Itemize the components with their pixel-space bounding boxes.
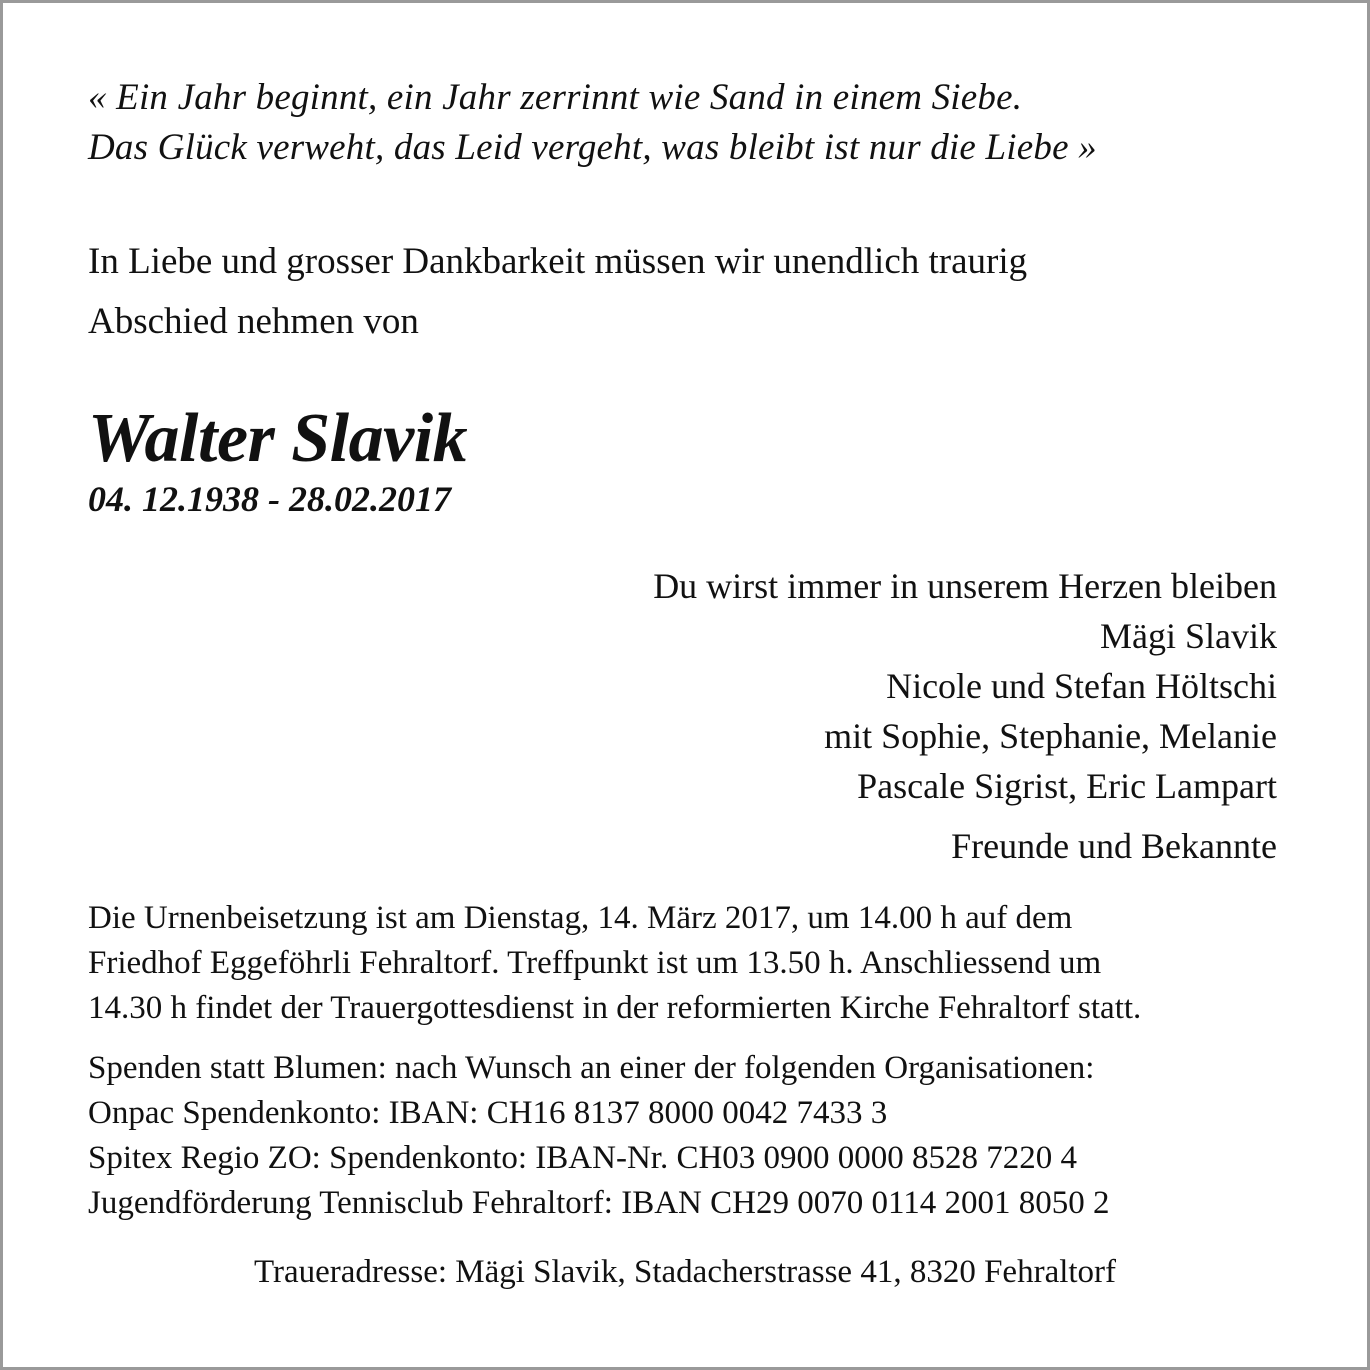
donation-line: Onpac Spendenkonto: IBAN: CH16 8137 8000 0042 7433 3	[88, 1095, 888, 1131]
mourner-line: Freunde und Bekannte	[951, 826, 1277, 866]
mourner-line: mit Sophie, Stephanie, Melanie	[824, 716, 1277, 756]
donation-line: Spitex Regio ZO: Spendenkonto: IBAN-Nr. CH03 0900 0000 8528 7220 4	[88, 1140, 1078, 1176]
donation-line: Jugendförderung Tennisclub Fehraltorf: IBAN CH29 0070 0114 2001 8050 2	[88, 1185, 1110, 1221]
life-dates: 04. 12.1938 - 28.02.2017	[88, 479, 451, 519]
quote-line-2: Das Glück verweht, das Leid vergeht, was bleibt ist nur die Liebe »	[88, 127, 1097, 168]
donation-line: Spenden statt Blumen: nach Wunsch an einer der folgenden Organisationen:	[88, 1050, 1095, 1086]
mourner-line: Mägi Slavik	[1100, 616, 1277, 656]
deceased-name: Walter Slavik	[88, 400, 468, 477]
intro-line-1: In Liebe und grosser Dankbarkeit müssen wir unendlich traurig	[88, 241, 1028, 282]
mourner-line: Nicole und Stefan Höltschi	[886, 666, 1277, 706]
ceremony-line: Die Urnenbeisetzung ist am Dienstag, 14. März 2017, um 14.00 h auf dem	[88, 900, 1073, 936]
mourning-address: Traueradresse: Mägi Slavik, Stadacherstrasse 41, 8320 Fehraltorf	[253, 1254, 1117, 1290]
ceremony-line: Friedhof Eggeföhrli Fehraltorf. Treffpunkt ist um 13.50 h. Anschliessend um	[88, 945, 1102, 981]
ceremony-line: 14.30 h findet der Trauergottesdienst in der reformierten Kirche Fehraltorf statt.	[88, 990, 1142, 1026]
mourner-line: Pascale Sigrist, Eric Lampart	[857, 766, 1277, 806]
intro-line-2: Abschied nehmen von	[88, 301, 419, 342]
quote-line-1: « Ein Jahr beginnt, ein Jahr zerrinnt wie Sand in einem Siebe.	[88, 77, 1023, 118]
mourner-line: Du wirst immer in unserem Herzen bleiben	[653, 566, 1277, 606]
